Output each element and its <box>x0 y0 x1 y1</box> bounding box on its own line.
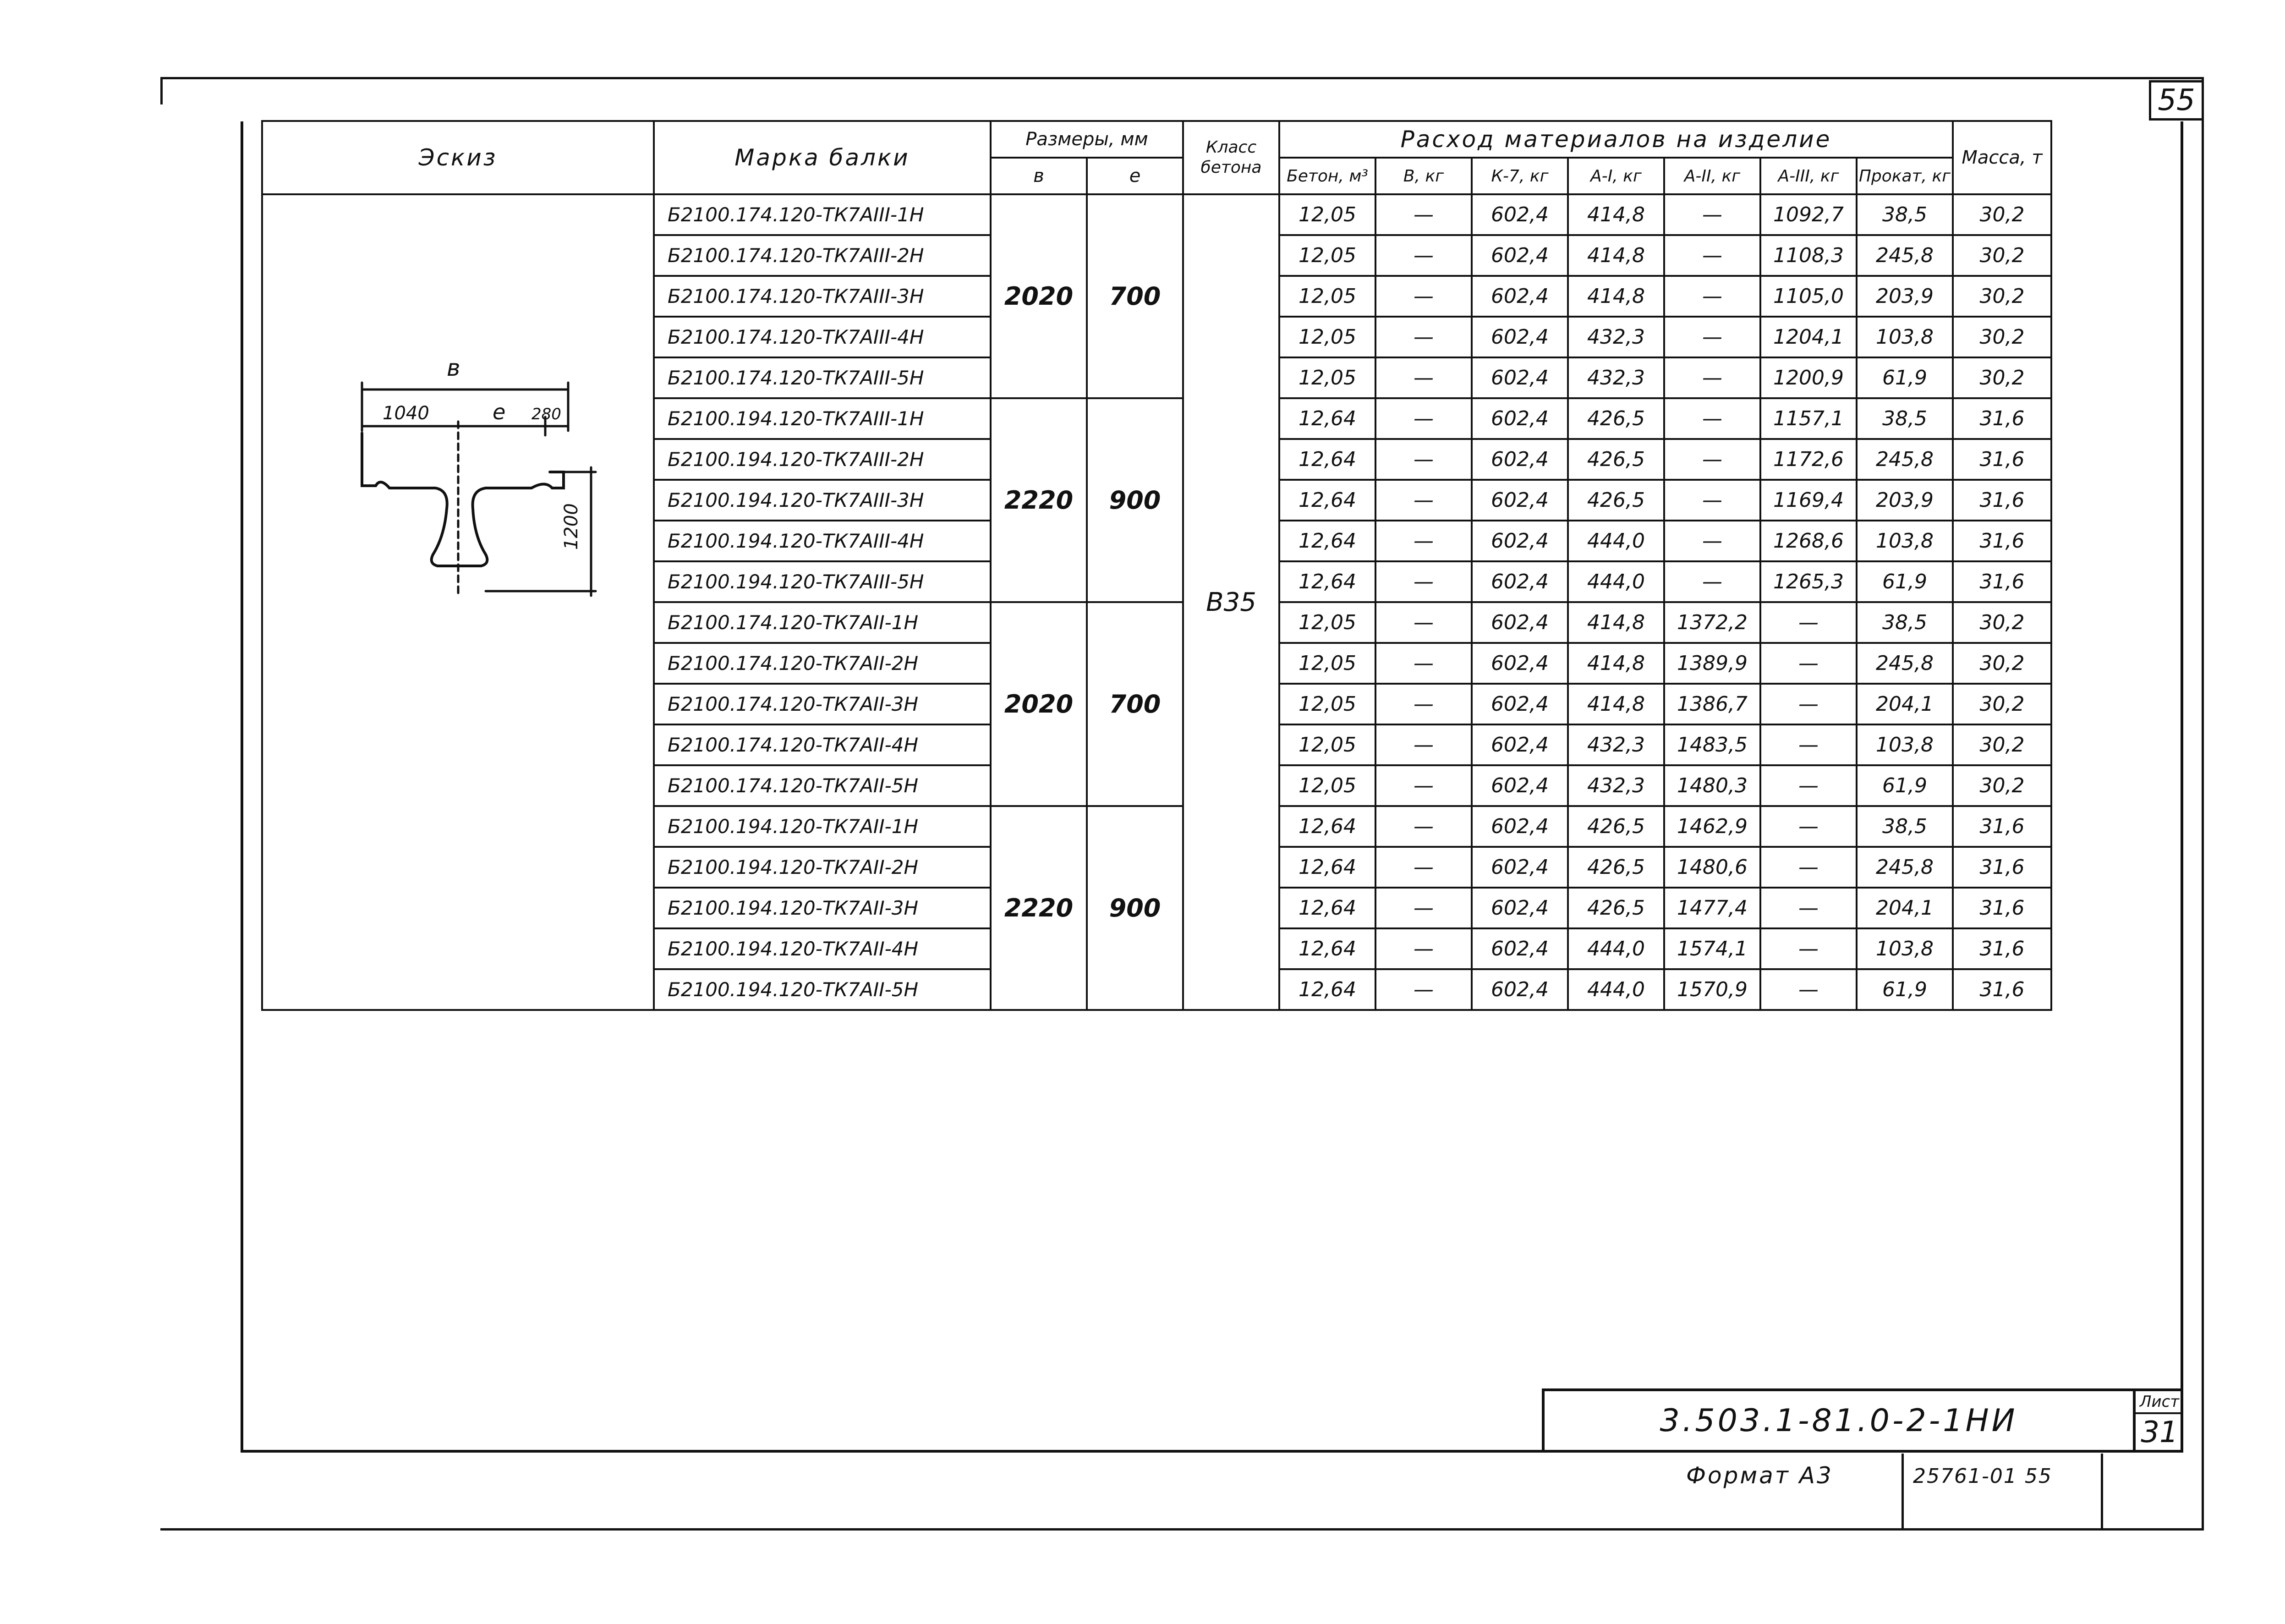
k7-kg-cell: 602,4 <box>1472 521 1568 561</box>
b-kg-cell: — <box>1375 521 1472 561</box>
a2-kg-cell: 1462,9 <box>1664 806 1760 847</box>
beam-mark: Б2100.194.120-ТК7АIII-3Н <box>654 480 991 521</box>
a1-kg-cell: 414,8 <box>1568 235 1664 276</box>
outer-frame-left-tick <box>160 77 163 104</box>
mass-t-cell: 31,6 <box>1953 806 2051 847</box>
mass-t-cell: 31,6 <box>1953 847 2051 888</box>
beam-mark: Б2100.174.120-ТК7АIII-2Н <box>654 235 991 276</box>
k7-kg-cell: 602,4 <box>1472 969 1568 1010</box>
a2-kg-cell: 1570,9 <box>1664 969 1760 1010</box>
a3-kg-cell: — <box>1760 684 1857 724</box>
k7-kg-cell: 602,4 <box>1472 480 1568 521</box>
k7-kg-cell: 602,4 <box>1472 888 1568 928</box>
a2-kg-cell: 1372,2 <box>1664 602 1760 643</box>
a3-kg-cell: 1200,9 <box>1760 357 1857 398</box>
beam-mark: Б2100.194.120-ТК7АIII-5Н <box>654 561 991 602</box>
b-kg-cell: — <box>1375 317 1472 357</box>
beam-mark: Б2100.194.120-ТК7АIII-4Н <box>654 521 991 561</box>
header-a3-kg: А-III, кг <box>1760 158 1857 194</box>
k7-kg-cell: 602,4 <box>1472 276 1568 317</box>
k7-kg-cell: 602,4 <box>1472 806 1568 847</box>
rolled-kg-cell: 204,1 <box>1857 888 1953 928</box>
b-kg-cell: — <box>1375 561 1472 602</box>
mass-t-cell: 31,6 <box>1953 928 2051 969</box>
a3-kg-cell: 1169,4 <box>1760 480 1857 521</box>
a3-kg-cell: — <box>1760 928 1857 969</box>
concrete-volume-cell: 12,05 <box>1279 602 1375 643</box>
k7-kg-cell: 602,4 <box>1472 357 1568 398</box>
concrete-volume-cell: 12,05 <box>1279 194 1375 235</box>
mass-t-cell: 30,2 <box>1953 276 2051 317</box>
beam-mark: Б2100.174.120-ТК7АII-1Н <box>654 602 991 643</box>
rolled-kg-cell: 61,9 <box>1857 561 1953 602</box>
header-a1-kg: А-I, кг <box>1568 158 1664 194</box>
rolled-kg-cell: 61,9 <box>1857 969 1953 1010</box>
k7-kg-cell: 602,4 <box>1472 928 1568 969</box>
a1-kg-cell: 414,8 <box>1568 602 1664 643</box>
a1-kg-cell: 414,8 <box>1568 194 1664 235</box>
concrete-class-value: В35 <box>1183 194 1279 1010</box>
beam-mark: Б2100.174.120-ТК7АII-4Н <box>654 724 991 765</box>
title-block <box>1542 1388 2133 1453</box>
rolled-kg-cell: 38,5 <box>1857 806 1953 847</box>
b-kg-cell: — <box>1375 806 1472 847</box>
rolled-kg-cell: 38,5 <box>1857 398 1953 439</box>
a1-kg-cell: 414,8 <box>1568 643 1664 684</box>
sketch-label-e: е <box>493 400 506 424</box>
dim-e-value: 700 <box>1087 194 1183 398</box>
b-kg-cell: — <box>1375 194 1472 235</box>
sheet-label: Лист <box>2136 1391 2183 1414</box>
a1-kg-cell: 432,3 <box>1568 765 1664 806</box>
a3-kg-cell: — <box>1760 969 1857 1010</box>
a2-kg-cell: — <box>1664 398 1760 439</box>
mass-t-cell: 30,2 <box>1953 602 2051 643</box>
dim-e-value: 900 <box>1087 398 1183 602</box>
b-kg-cell: — <box>1375 276 1472 317</box>
sketch-label-1040: 1040 <box>383 403 429 424</box>
sketch-label-b: в <box>447 357 460 381</box>
b-kg-cell: — <box>1375 439 1472 480</box>
concrete-volume-cell: 12,64 <box>1279 928 1375 969</box>
header-mark: Марка балки <box>654 121 991 194</box>
beam-mark: Б2100.194.120-ТК7АIII-2Н <box>654 439 991 480</box>
beam-mark: Б2100.194.120-ТК7АII-3Н <box>654 888 991 928</box>
a2-kg-cell: — <box>1664 235 1760 276</box>
a2-kg-cell: 1480,3 <box>1664 765 1760 806</box>
dim-b-value: 2220 <box>991 398 1087 602</box>
header-rolled-kg: Прокат, кг <box>1857 158 1953 194</box>
sheet-number: 31 <box>2141 1416 2178 1449</box>
a1-kg-cell: 426,5 <box>1568 888 1664 928</box>
a2-kg-cell: 1574,1 <box>1664 928 1760 969</box>
sketch-label-280: 280 <box>532 405 561 423</box>
a1-kg-cell: 432,3 <box>1568 357 1664 398</box>
a2-kg-cell: — <box>1664 521 1760 561</box>
a1-kg-cell: 444,0 <box>1568 521 1664 561</box>
rolled-kg-cell: 203,9 <box>1857 480 1953 521</box>
a3-kg-cell: 1108,3 <box>1760 235 1857 276</box>
mass-t-cell: 30,2 <box>1953 724 2051 765</box>
a1-kg-cell: 414,8 <box>1568 276 1664 317</box>
k7-kg-cell: 602,4 <box>1472 765 1568 806</box>
a1-kg-cell: 444,0 <box>1568 928 1664 969</box>
b-kg-cell: — <box>1375 724 1472 765</box>
dim-b-value: 2220 <box>991 806 1087 1010</box>
a2-kg-cell: — <box>1664 194 1760 235</box>
a2-kg-cell: 1480,6 <box>1664 847 1760 888</box>
rolled-kg-cell: 245,8 <box>1857 235 1953 276</box>
a3-kg-cell: 1268,6 <box>1760 521 1857 561</box>
beam-mark: Б2100.174.120-ТК7АIII-3Н <box>654 276 991 317</box>
sketch-label-1200: 1200 <box>561 503 582 550</box>
a2-kg-cell: — <box>1664 357 1760 398</box>
mass-t-cell: 30,2 <box>1953 357 2051 398</box>
mass-t-cell: 31,6 <box>1953 398 2051 439</box>
k7-kg-cell: 602,4 <box>1472 439 1568 480</box>
b-kg-cell: — <box>1375 398 1472 439</box>
mass-t-cell: 30,2 <box>1953 317 2051 357</box>
rolled-kg-cell: 103,8 <box>1857 724 1953 765</box>
mass-t-cell: 30,2 <box>1953 643 2051 684</box>
concrete-volume-cell: 12,64 <box>1279 521 1375 561</box>
header-dim-b: в <box>991 158 1087 194</box>
mass-t-cell: 30,2 <box>1953 194 2051 235</box>
a3-kg-cell: — <box>1760 888 1857 928</box>
header-sketch: Эскиз <box>262 121 654 194</box>
k7-kg-cell: 602,4 <box>1472 602 1568 643</box>
header-mass: Масса, т <box>1953 121 2051 194</box>
rolled-kg-cell: 61,9 <box>1857 357 1953 398</box>
mass-t-cell: 30,2 <box>1953 765 2051 806</box>
header-dimensions: Размеры, мм <box>991 121 1183 158</box>
mass-t-cell: 30,2 <box>1953 235 2051 276</box>
k7-kg-cell: 602,4 <box>1472 847 1568 888</box>
mass-t-cell: 31,6 <box>1953 888 2051 928</box>
beam-sketch <box>348 357 623 614</box>
rolled-kg-cell: 38,5 <box>1857 194 1953 235</box>
header-b-kg: В, кг <box>1375 158 1472 194</box>
a1-kg-cell: 432,3 <box>1568 317 1664 357</box>
a1-kg-cell: 426,5 <box>1568 806 1664 847</box>
beam-mark: Б2100.194.120-ТК7АII-1Н <box>654 806 991 847</box>
concrete-volume-cell: 12,05 <box>1279 235 1375 276</box>
k7-kg-cell: 602,4 <box>1472 398 1568 439</box>
a1-kg-cell: 432,3 <box>1568 724 1664 765</box>
b-kg-cell: — <box>1375 888 1472 928</box>
mass-t-cell: 31,6 <box>1953 561 2051 602</box>
rolled-kg-cell: 203,9 <box>1857 276 1953 317</box>
archive-box <box>1901 1454 2103 1531</box>
rolled-kg-cell: 103,8 <box>1857 317 1953 357</box>
format-label: Формат А3 <box>1686 1462 1833 1489</box>
dim-e-value: 700 <box>1087 602 1183 806</box>
a3-kg-cell: — <box>1760 806 1857 847</box>
b-kg-cell: — <box>1375 765 1472 806</box>
a1-kg-cell: 426,5 <box>1568 398 1664 439</box>
a3-kg-cell: — <box>1760 765 1857 806</box>
b-kg-cell: — <box>1375 602 1472 643</box>
rolled-kg-cell: 38,5 <box>1857 602 1953 643</box>
beam-mark: Б2100.174.120-ТК7АIII-5Н <box>654 357 991 398</box>
beam-mark: Б2100.174.120-ТК7АIII-1Н <box>654 194 991 235</box>
k7-kg-cell: 602,4 <box>1472 724 1568 765</box>
table-row <box>262 194 2051 235</box>
b-kg-cell: — <box>1375 643 1472 684</box>
rolled-kg-cell: 61,9 <box>1857 765 1953 806</box>
concrete-volume-cell: 12,64 <box>1279 439 1375 480</box>
a1-kg-cell: 426,5 <box>1568 439 1664 480</box>
rolled-kg-cell: 245,8 <box>1857 643 1953 684</box>
a1-kg-cell: 426,5 <box>1568 480 1664 521</box>
dim-e-value: 900 <box>1087 806 1183 1010</box>
a2-kg-cell: 1386,7 <box>1664 684 1760 724</box>
beam-mark: Б2100.174.120-ТК7АII-2Н <box>654 643 991 684</box>
a2-kg-cell: — <box>1664 317 1760 357</box>
rolled-kg-cell: 245,8 <box>1857 439 1953 480</box>
concrete-volume-cell: 12,64 <box>1279 480 1375 521</box>
concrete-volume-cell: 12,64 <box>1279 888 1375 928</box>
beam-mark: Б2100.174.120-ТК7АIII-4Н <box>654 317 991 357</box>
concrete-volume-cell: 12,05 <box>1279 684 1375 724</box>
k7-kg-cell: 602,4 <box>1472 235 1568 276</box>
concrete-volume-cell: 12,64 <box>1279 561 1375 602</box>
concrete-volume-cell: 12,05 <box>1279 765 1375 806</box>
a3-kg-cell: 1092,7 <box>1760 194 1857 235</box>
a2-kg-cell: 1477,4 <box>1664 888 1760 928</box>
concrete-volume-cell: 12,64 <box>1279 398 1375 439</box>
a1-kg-cell: 426,5 <box>1568 847 1664 888</box>
a3-kg-cell: — <box>1760 847 1857 888</box>
a2-kg-cell: — <box>1664 276 1760 317</box>
header-k7-kg: К-7, кг <box>1472 158 1568 194</box>
header-consumption: Расход материалов на изделие <box>1279 121 1953 158</box>
k7-kg-cell: 602,4 <box>1472 194 1568 235</box>
a3-kg-cell: 1265,3 <box>1760 561 1857 602</box>
k7-kg-cell: 602,4 <box>1472 643 1568 684</box>
mass-t-cell: 31,6 <box>1953 521 2051 561</box>
concrete-volume-cell: 12,64 <box>1279 969 1375 1010</box>
document-code: 3.503.1-81.0-2-1НИ <box>1660 1403 2018 1439</box>
mass-t-cell: 30,2 <box>1953 684 2051 724</box>
a3-kg-cell: 1157,1 <box>1760 398 1857 439</box>
beam-mark: Б2100.194.120-ТК7АIII-1Н <box>654 398 991 439</box>
a1-kg-cell: 414,8 <box>1568 684 1664 724</box>
a3-kg-cell: 1204,1 <box>1760 317 1857 357</box>
rolled-kg-cell: 245,8 <box>1857 847 1953 888</box>
b-kg-cell: — <box>1375 480 1472 521</box>
header-dim-e: е <box>1087 158 1183 194</box>
beam-mark: Б2100.174.120-ТК7АII-3Н <box>654 684 991 724</box>
a3-kg-cell: — <box>1760 602 1857 643</box>
rolled-kg-cell: 204,1 <box>1857 684 1953 724</box>
mass-t-cell: 31,6 <box>1953 439 2051 480</box>
b-kg-cell: — <box>1375 235 1472 276</box>
a3-kg-cell: 1172,6 <box>1760 439 1857 480</box>
k7-kg-cell: 602,4 <box>1472 317 1568 357</box>
a3-kg-cell: — <box>1760 643 1857 684</box>
k7-kg-cell: 602,4 <box>1472 561 1568 602</box>
beam-mark: Б2100.194.120-ТК7АII-4Н <box>654 928 991 969</box>
page-number: 55 <box>2149 80 2204 121</box>
mass-t-cell: 31,6 <box>1953 969 2051 1010</box>
concrete-volume-cell: 12,05 <box>1279 276 1375 317</box>
a2-kg-cell: — <box>1664 480 1760 521</box>
beam-outline <box>362 433 564 566</box>
k7-kg-cell: 602,4 <box>1472 684 1568 724</box>
concrete-volume-cell: 12,05 <box>1279 724 1375 765</box>
concrete-volume-cell: 12,64 <box>1279 847 1375 888</box>
concrete-volume-cell: 12,05 <box>1279 357 1375 398</box>
header-concrete-volume: Бетон, м³ <box>1279 158 1375 194</box>
dim-b-value: 2020 <box>991 602 1087 806</box>
dim-b-value: 2020 <box>991 194 1087 398</box>
rolled-kg-cell: 103,8 <box>1857 928 1953 969</box>
beam-mark: Б2100.194.120-ТК7АII-5Н <box>654 969 991 1010</box>
mass-t-cell: 31,6 <box>1953 480 2051 521</box>
a2-kg-cell: — <box>1664 561 1760 602</box>
a1-kg-cell: 444,0 <box>1568 969 1664 1010</box>
beam-mark: Б2100.194.120-ТК7АII-2Н <box>654 847 991 888</box>
sheet-box <box>2133 1388 2183 1453</box>
rolled-kg-cell: 103,8 <box>1857 521 1953 561</box>
a1-kg-cell: 444,0 <box>1568 561 1664 602</box>
inner-frame-left <box>241 121 243 1453</box>
a3-kg-cell: 1105,0 <box>1760 276 1857 317</box>
a2-kg-cell: 1389,9 <box>1664 643 1760 684</box>
header-concrete-class: Класс бетона <box>1183 121 1279 194</box>
concrete-volume-cell: 12,64 <box>1279 806 1375 847</box>
b-kg-cell: — <box>1375 357 1472 398</box>
header-a2-kg: А-II, кг <box>1664 158 1760 194</box>
archive-number: 25761-01 55 <box>1913 1465 2052 1488</box>
a3-kg-cell: — <box>1760 724 1857 765</box>
b-kg-cell: — <box>1375 847 1472 888</box>
a2-kg-cell: 1483,5 <box>1664 724 1760 765</box>
beam-mark: Б2100.174.120-ТК7АII-5Н <box>654 765 991 806</box>
b-kg-cell: — <box>1375 928 1472 969</box>
concrete-volume-cell: 12,05 <box>1279 643 1375 684</box>
a2-kg-cell: — <box>1664 439 1760 480</box>
concrete-volume-cell: 12,05 <box>1279 317 1375 357</box>
b-kg-cell: — <box>1375 969 1472 1010</box>
b-kg-cell: — <box>1375 684 1472 724</box>
